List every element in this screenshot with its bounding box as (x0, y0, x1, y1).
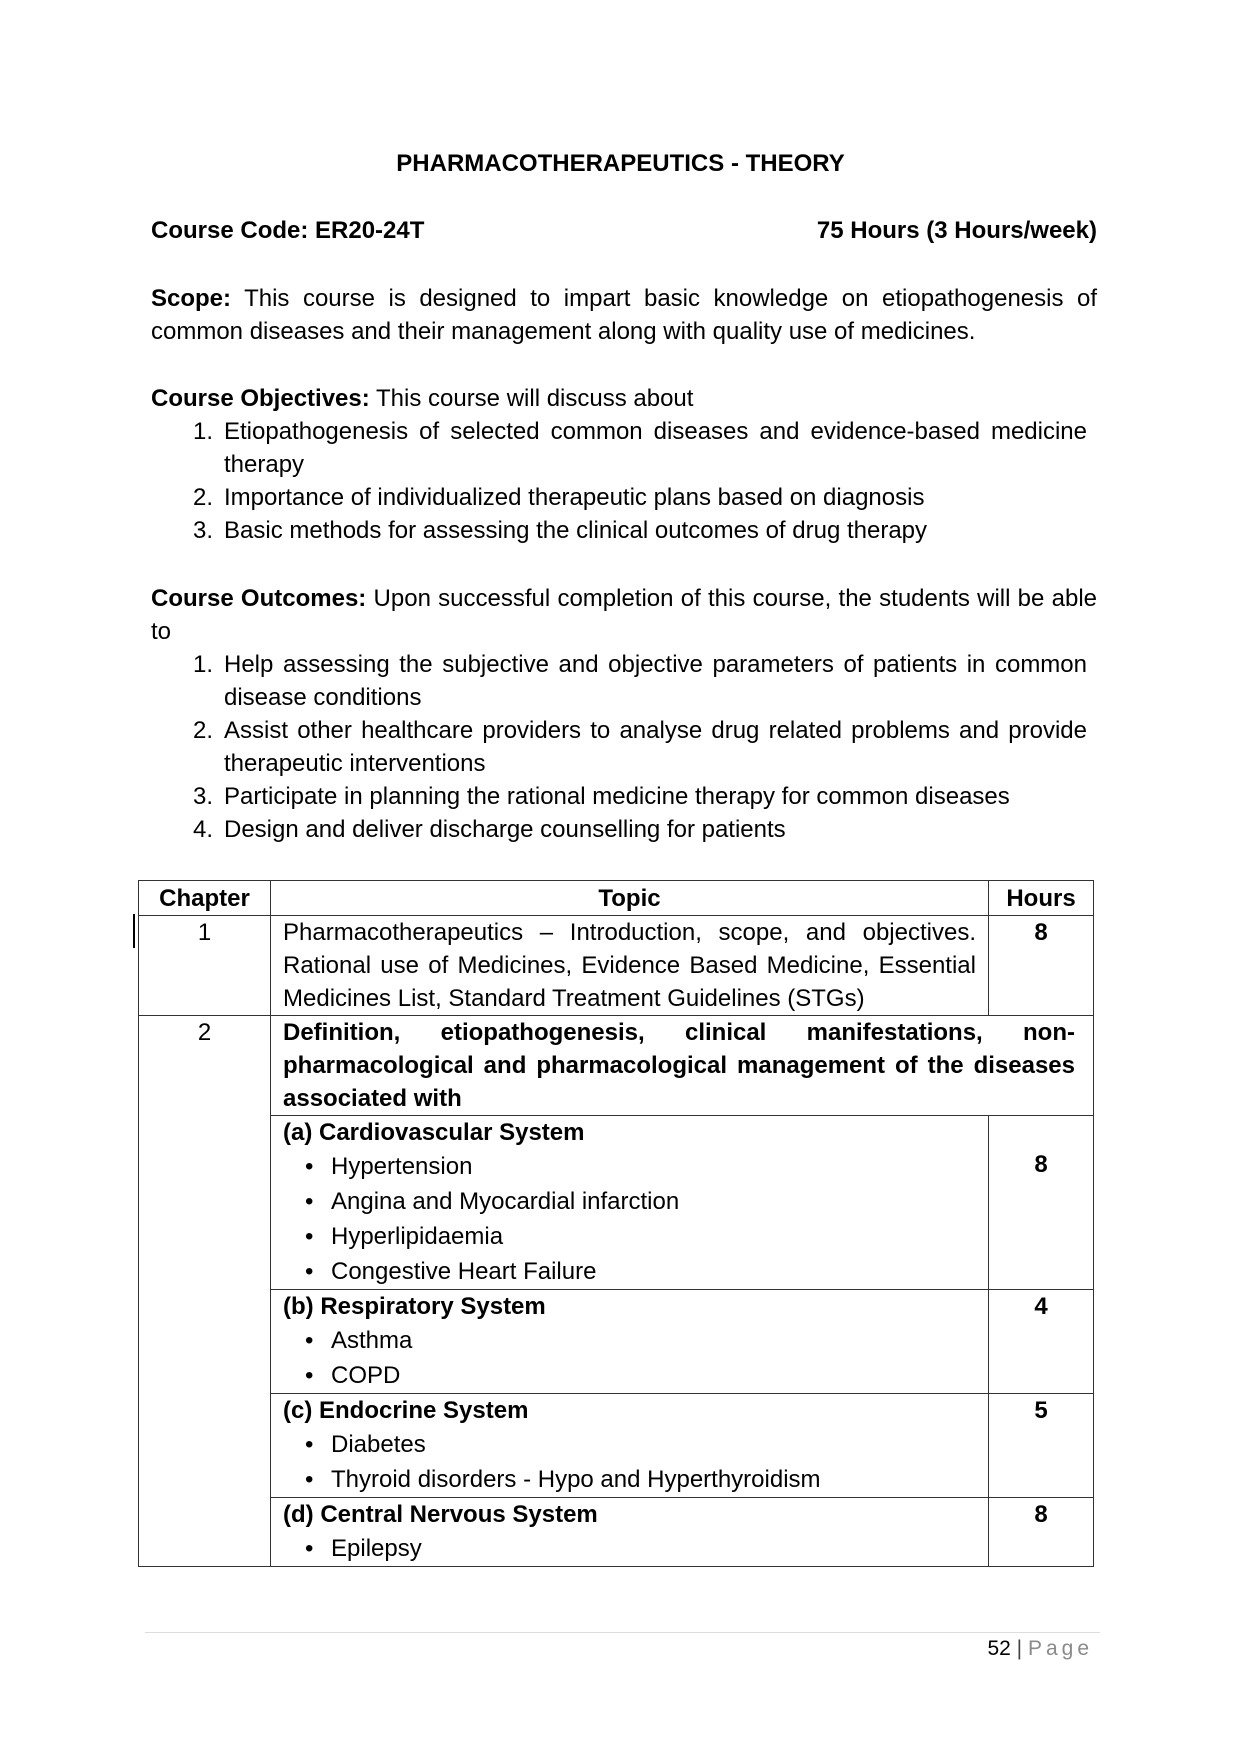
hours-cell: 8 (989, 1116, 1094, 1290)
hours-cell: 4 (989, 1290, 1094, 1394)
list-number: 2. (193, 484, 214, 511)
list-item: • Hyperlipidaemia (331, 1219, 976, 1254)
list-number: 4. (193, 816, 214, 843)
objectives-intro: This course will discuss about (369, 385, 694, 412)
hours-cell: 8 (989, 1498, 1094, 1567)
topic-cell (271, 1290, 989, 1394)
list-number: 1. (193, 418, 214, 445)
scope-label: Scope: (151, 285, 232, 312)
disease-list (283, 1427, 976, 1497)
chapter-cell: 2 (139, 1016, 271, 1116)
system-title: (d) Central Nervous System (283, 1501, 598, 1528)
table-row (139, 916, 1094, 1016)
list-text: Assist other healthcare providers to analyse drug related problems and provide therapeutic interventions (224, 717, 1087, 777)
objectives-list (151, 415, 1097, 547)
course-hours: 75 Hours (3 Hours/week) (816, 217, 1097, 244)
course-code: Course Code: ER20-24T (151, 217, 425, 244)
hours-cell: 5 (989, 1394, 1094, 1498)
list-item (193, 415, 1087, 481)
list-item (193, 514, 1087, 547)
list-item: • Congestive Heart Failure (331, 1254, 976, 1289)
outcomes-heading (151, 582, 1097, 648)
syllabus-table (138, 880, 1094, 1567)
list-number: 3. (193, 517, 214, 544)
list-text: Participate in planning the rational medicine therapy for common diseases (224, 783, 1010, 810)
footer-divider (145, 1632, 1100, 1633)
outcomes-intro: Upon successful completion of this course, the students will be able to (151, 585, 1097, 645)
list-text: Importance of individualized therapeutic plans based on diagnosis (224, 484, 925, 511)
page-title: PHARMACOTHERAPEUTICS - THEORY (396, 150, 845, 177)
chapter-cell-empty (139, 1116, 271, 1290)
outcomes-section (151, 582, 1097, 846)
scope-text: This course is designed to impart basic knowledge on etiopathogenesis of common diseases and their management along with quality use of medicines. (151, 285, 1097, 345)
table-row (139, 1394, 1094, 1498)
disease-list (283, 1149, 976, 1289)
disease-list (283, 1323, 976, 1393)
list-number: 1. (193, 651, 214, 678)
list-item (193, 648, 1087, 714)
list-number: 2. (193, 717, 214, 744)
footer-separator: | (1016, 1637, 1023, 1660)
page-label: Page (1027, 1637, 1093, 1660)
list-item: • Angina and Myocardial infarction (331, 1184, 976, 1219)
list-item (193, 813, 1087, 846)
table-row (139, 1016, 1094, 1116)
objectives-heading (151, 382, 1097, 415)
topic-cell (271, 1498, 989, 1567)
list-item: • Hypertension (331, 1149, 976, 1184)
list-item (193, 714, 1087, 780)
header-chapter: Chapter (139, 881, 271, 916)
topic-cell: Pharmacotherapeutics – Introduction, scope, and objectives. Rational use of Medicines, Evidence Based Medicine, Essential Medicines List, Standard Treatment Guidelines (STGs) (271, 916, 989, 1016)
scope-paragraph (151, 282, 1097, 348)
list-item: • Asthma (331, 1323, 976, 1358)
list-item (193, 481, 1087, 514)
system-title: (a) Cardiovascular System (283, 1119, 585, 1146)
list-item: • Epilepsy (331, 1531, 976, 1566)
topic-cell (271, 1116, 989, 1290)
system-title: (c) Endocrine System (283, 1397, 529, 1424)
list-item: • Diabetes (331, 1427, 976, 1462)
chapter-cell: 1 (139, 916, 271, 1016)
list-item: • COPD (331, 1358, 976, 1393)
table-row (139, 1498, 1094, 1567)
chapter-cell-empty (139, 1498, 271, 1567)
hours-cell: 8 (989, 916, 1094, 1016)
page-footer (987, 1637, 1093, 1661)
page-number: 52 (987, 1637, 1011, 1660)
table-row (139, 1290, 1094, 1394)
objectives-label: Course Objectives: (151, 385, 370, 412)
text-cursor (133, 914, 135, 948)
chapter-cell-empty (139, 1394, 271, 1498)
list-item (193, 780, 1087, 813)
system-title: (b) Respiratory System (283, 1293, 546, 1320)
table-header-row (139, 881, 1094, 916)
disease-list (283, 1531, 976, 1566)
header-topic: Topic (271, 881, 989, 916)
outcomes-label: Course Outcomes: (151, 585, 367, 612)
list-text: Help assessing the subjective and objective parameters of patients in common disease conditions (224, 651, 1087, 711)
table-row (139, 1116, 1094, 1290)
topic-intro-cell: Definition, etiopathogenesis, clinical manifestations, non-pharmacological and pharmacological management of the diseases associated with (271, 1016, 1094, 1116)
header-hours: Hours (989, 881, 1094, 916)
topic-cell (271, 1394, 989, 1498)
list-text: Design and deliver discharge counselling for patients (224, 816, 786, 843)
list-text: Etiopathogenesis of selected common diseases and evidence-based medicine therapy (224, 418, 1087, 478)
list-number: 3. (193, 783, 214, 810)
list-item: • Thyroid disorders - Hypo and Hyperthyroidism (331, 1462, 976, 1497)
outcomes-list (151, 648, 1097, 846)
chapter-cell-empty (139, 1290, 271, 1394)
list-text: Basic methods for assessing the clinical outcomes of drug therapy (224, 517, 928, 544)
course-code-row (151, 217, 1097, 245)
objectives-section (151, 382, 1097, 547)
